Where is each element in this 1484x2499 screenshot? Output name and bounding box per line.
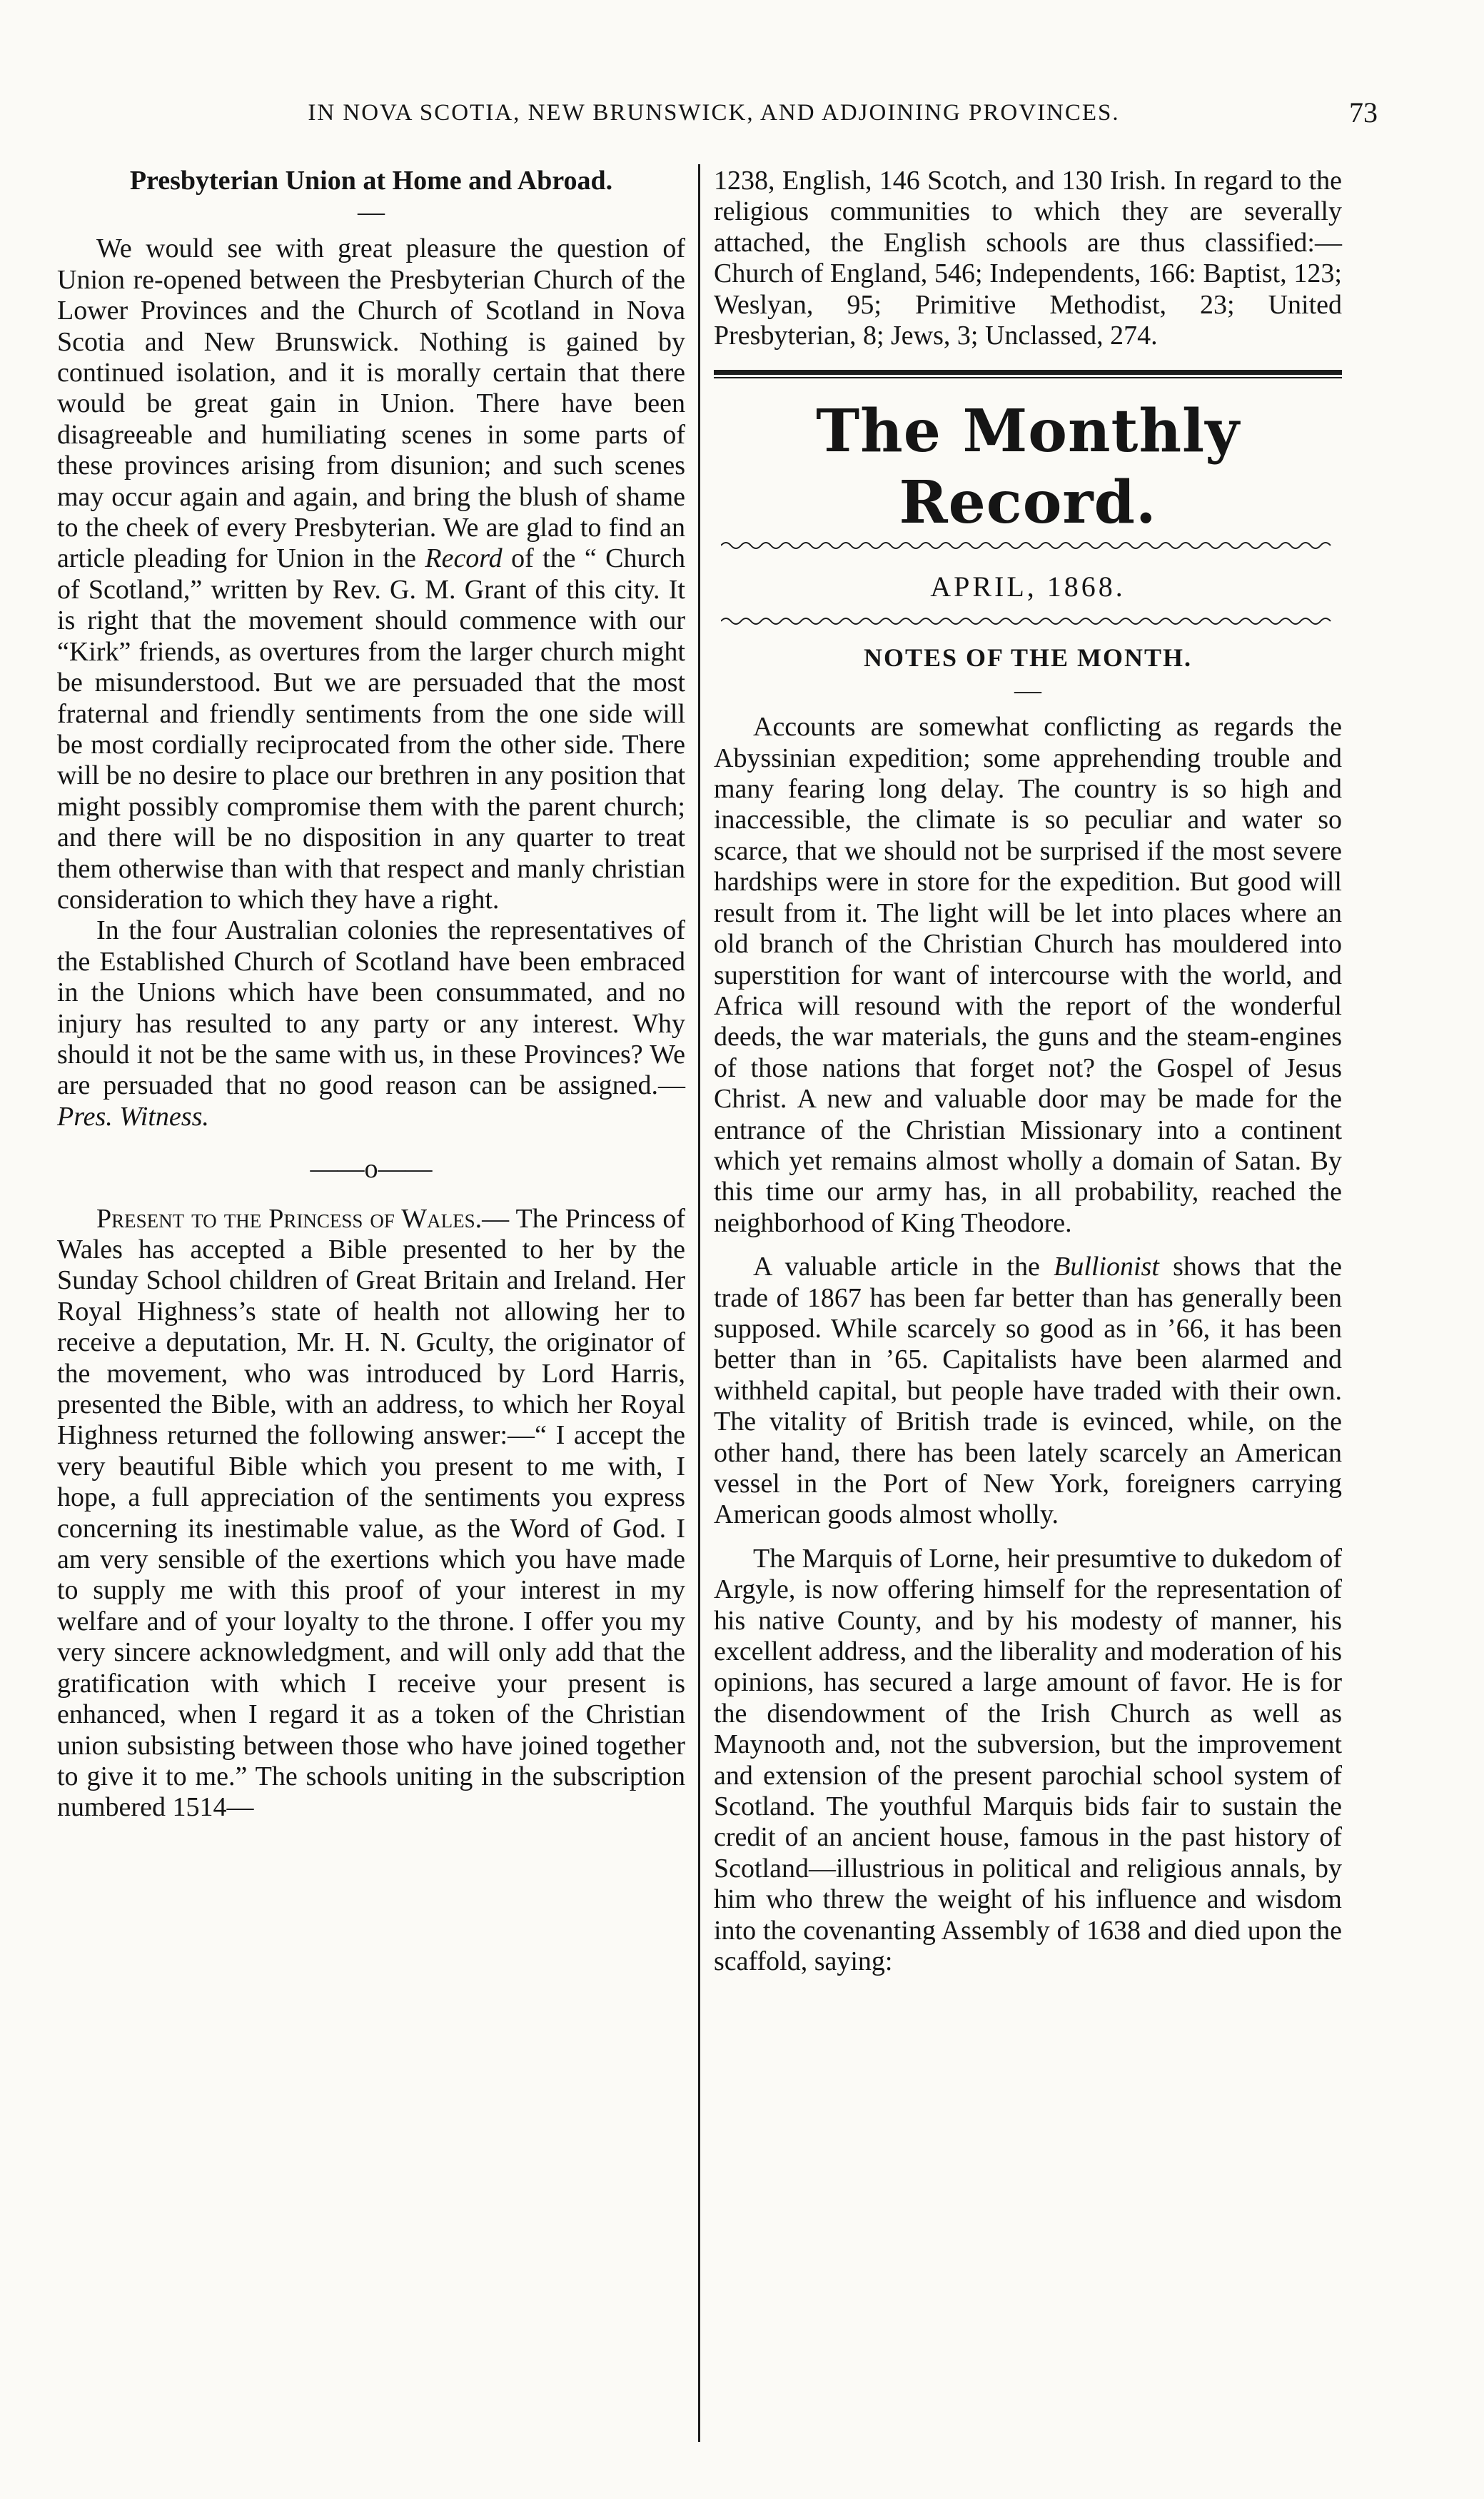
right-column xyxy=(714,166,1342,1978)
present-lead: Present to the Princess of Wales.— xyxy=(96,1203,510,1234)
note-trade xyxy=(714,1252,1342,1531)
masthead-rule xyxy=(714,370,1342,378)
union-paragraph-1-text: We would see with great pleasure the question of Union re-opened between the Presbyterian Church of the Lower Provinces and the Church of Scotland in Nova Scotia and New Brunswick. Nothing is gained by continued isolation, and it is morally certain that there would be great gain in Union. There have been disagreeable and humiliating scenes in some parts of these provinces arising from disunion; and such scenes may occur again and again, and bring the blush of shame to the cheek of every Presbyterian. We are glad to find an article pleading for Union in the xyxy=(57,233,685,574)
bullionist-title: Bullionist xyxy=(1054,1252,1159,1282)
note-trade-a: A valuable article in the xyxy=(753,1252,1040,1282)
article-heading-union: Presbyterian Union at Home and Abroad. xyxy=(129,166,613,196)
record-title: Record xyxy=(425,543,503,574)
note-trade-b: shows that the trade of 1867 has been far better than has generally been supposed. While scarcely so good as in ’66, it has been better than in ’65. Capitalists have been alarmed and withheld capital, but people have traded with their own. The vitality of British trade is evinced, while, on the other hand, there has been lately scarcely an American vessel in the Port of New York, foreigners carrying American goods almost wholly. xyxy=(714,1252,1343,1530)
note-lorne: The Marquis of Lorne, heir presumtive to dukedom of Argyle, is now offering himself for the representation of his native County, and by his modesty of manner, his excellent address, and the liberality and moderation of his opinions, has secured a large amount of favor. He is for the disendowment of the Irish Church as well as Maynooth and, not the subversion, but the improvement and extension of the present parochial school system of Scotland. The youthful Marquis bids fair to sustain the credit of an ancient house, famous in the past history of Scotland—illustrious in political and religious annals, by him who threw the weight of his influence and wisdom into the covenanting Assembly of 1638 and died upon the scaffold, saying: xyxy=(714,1543,1342,1977)
present-text: The Princess of Wales has accepted a Bible presented to her by the Sunday School children of Great Britain and Ireland. Her Royal Highness’s state of health not allowing her to receive a deputation, Mr. H. N. Gculty, the originator of the movement, who was introduced by Lord Harris, presented the Bible, with an address, to which her Royal Highness returned the following answer:—“ I accept the very beautiful Bible which you present to me with, I hope, a full appreciation of the sentiments you express concerning its inestimable value, as the Word of God. I am very sensible of the exertions which you have made to supply me with this proof of your interest in my welfare and of your loyalty to the throne. I offer you my very sincere acknowledgment, and will only add that the gratification with which I receive your present is enhanced, when I regard it as a token of the Christian union subsisting between those who have joined together to give it to me.” The schools uniting in the subscription numbered 1514— xyxy=(57,1203,685,1823)
note-abyssinia: Accounts are somewhat conflicting as regards the Abyssinian expedition; some apprehending trouble and many fearing long delay. The country is so high and inaccessible, the climate is so peculiar and water so scarce, that we should not be surprised if the most severe hardships were in store for the expedition. But good will result from it. The light will be let into places where an old branch of the Christian Church has mouldered into superstition for want of intercourse with the world, and Africa will resound with the report of the wonderful deeds, the war materials, the guns and the steam-engines of those nations that forget not? the Gospel of Jesus Christ. A new and valuable door may be made for the entrance of the Christian Missionary into a continent which yet remains almost wholly a domain of Satan. By this time our army has, in all probability, reached the neighborhood of King Theodore. xyxy=(714,712,1342,1238)
source-credit: Pres. Witness. xyxy=(57,1101,209,1132)
union-paragraph-1 xyxy=(57,233,685,915)
running-head: IN NOVA SCOTIA, NEW BRUNSWICK, AND ADJOINING PROVINCES. xyxy=(308,100,1120,126)
masthead-title: The Monthly Record. xyxy=(816,397,1240,538)
union-paragraph-2 xyxy=(57,915,685,1132)
notes-heading: NOTES OF THE MONTH. xyxy=(863,643,1193,672)
union-paragraph-1-tail: of the “ Church of Scotland,” written by Rev. G. M. Grant of this city. It is right that the movement should commence with our “Kirk” friends, as overtures from the larger church might be misunderstood. But we are persuaded that the most fraternal and friendly sentiments from the one side will be most cordially reciprocated from the other side. There will be no desire to place our brethren in any position that might possibly compromise them with the parent church; and there will be no disposition in any quarter to treat them otherwise than with that respect and manly christian consideration to which they have a right. xyxy=(57,543,686,915)
column-rule xyxy=(698,164,700,2442)
section-divider: ——o—— xyxy=(310,1154,433,1185)
wavy-rule-bottom xyxy=(721,615,1335,627)
notes-dash: — xyxy=(1014,675,1041,706)
present-paragraph xyxy=(57,1204,685,1824)
issue-dateline: APRIL, 1868. xyxy=(930,570,1126,603)
wavy-rule-top xyxy=(721,540,1335,551)
union-paragraph-2-text: In the four Australian colonies the representatives of the Established Church of Scotland have been embraced in the Unions which have been consummated, and no injury has resulted to any party or any interest. Why should it not be the same with us, in these Provinces? We are persuaded that no good reason can be assigned.— xyxy=(57,915,685,1101)
continuation-paragraph: 1238, English, 146 Scotch, and 130 Irish. In regard to the religious communities to which they are severally attached, the English schools are thus classified:—Church of England, 546; Independents, 166: Baptist, 123; Weslyan, 95; Primitive Methodist, 23; United Presbyterian, 8; Jews, 3; Unclassed, 274. xyxy=(714,166,1342,351)
heading-dash: — xyxy=(358,197,385,228)
left-column xyxy=(57,166,685,1824)
page-number: 73 xyxy=(1349,96,1378,129)
